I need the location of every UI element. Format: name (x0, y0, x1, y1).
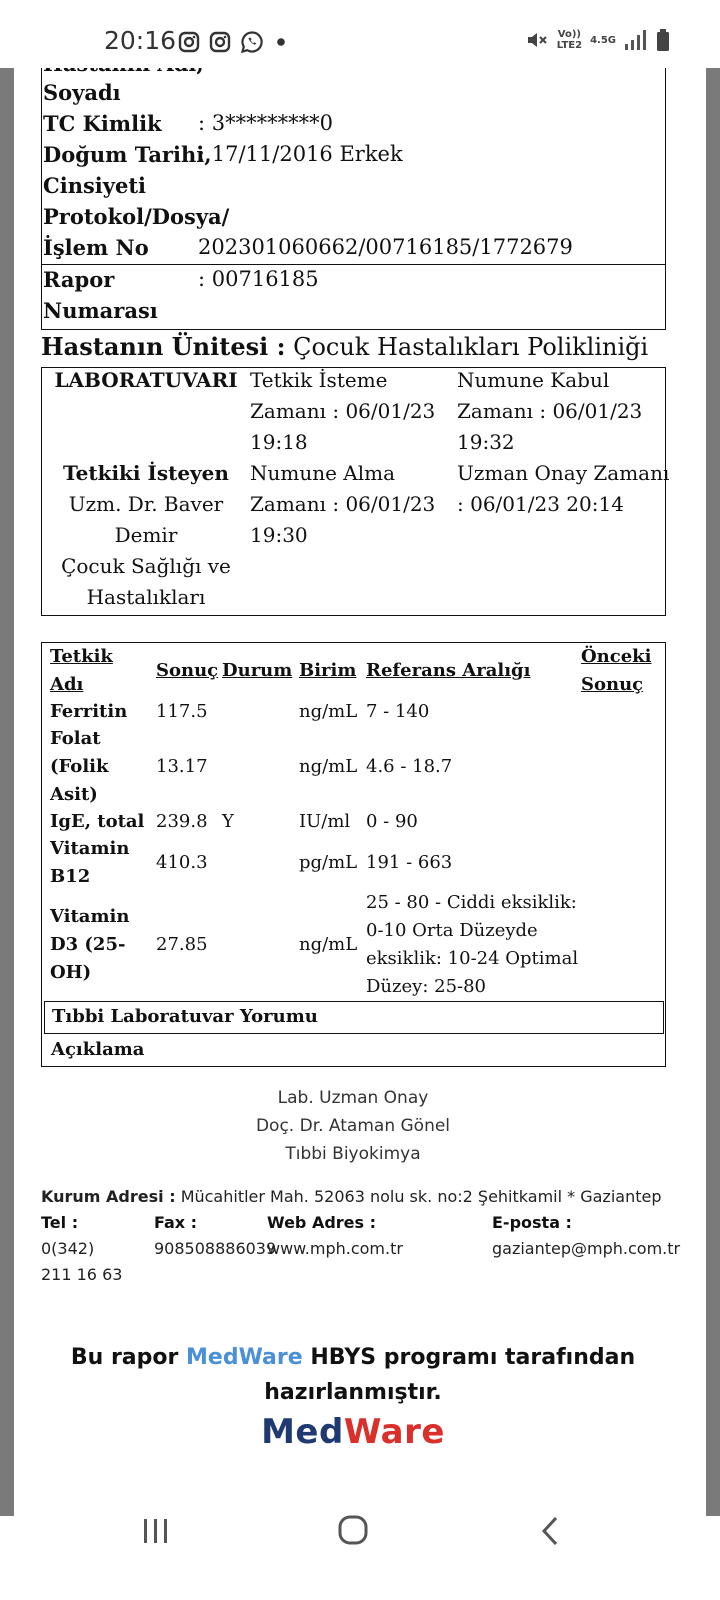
tel-value-line: 0(342) (41, 1239, 95, 1258)
row-result: 239.8 (156, 811, 208, 832)
request-time-line: Zamanı : 06/01/23 (250, 399, 436, 423)
tc-label: TC Kimlik (43, 111, 162, 136)
row-test-name-line: OH) (50, 962, 92, 983)
header-previous-line: Sonuç (581, 674, 644, 695)
tel-value-line: 211 16 63 (41, 1265, 123, 1284)
approval-time (457, 458, 669, 520)
requester-line: Çocuk Sağlığı ve (61, 554, 231, 578)
header-previous-line: Önceki (581, 646, 652, 667)
row-unit: IU/ml (299, 811, 351, 832)
row-range: 4.6 - 18.7 (366, 756, 453, 777)
recent-apps-icon[interactable] (141, 1516, 171, 1546)
footer-line-2: hazırlanmıştır. (264, 1380, 442, 1405)
row-test-name-line: Folat (50, 728, 101, 749)
requester-line: Hastalıkları (86, 585, 206, 609)
approval-time-line: Uzman Onay Zamanı (457, 461, 670, 485)
accept-time (457, 365, 642, 458)
row-result: 13.17 (156, 756, 208, 777)
row-test-name-line: B12 (50, 866, 91, 887)
navigation-bar (0, 1516, 720, 1600)
footer-text (14, 1340, 692, 1410)
explanation-label: Açıklama (51, 1039, 145, 1060)
sample-time-line: Zamanı : 06/01/23 (250, 492, 436, 516)
process-label: İşlem No (43, 235, 149, 260)
protocol-label: Protokol/Dosya/ (43, 204, 230, 229)
email-link[interactable]: gaziantep@mph.com.tr (492, 1239, 681, 1258)
tc-value: : 3*********0 (198, 111, 333, 135)
row-test-name (50, 725, 108, 809)
requester-line: Demir (114, 523, 178, 547)
row-result: 410.3 (156, 852, 208, 873)
header-range: Referans Aralığı (366, 660, 531, 681)
divider (41, 264, 666, 265)
report-page[interactable] (14, 0, 706, 1516)
battery-icon (656, 28, 670, 52)
footer-prefix: Bu rapor (70, 1345, 187, 1370)
accept-time-line: Numune Kabul (457, 368, 610, 392)
row-unit: ng/mL (299, 934, 358, 955)
footer-brand: MedWare (186, 1345, 303, 1370)
header-test-line: Adı (50, 674, 84, 695)
lab-name: LABORATUVARI (54, 368, 238, 392)
network-type: 4.5G (590, 34, 616, 46)
mute-icon (525, 28, 549, 52)
row-result: 117.5 (156, 701, 208, 722)
logo-ware: Ware (343, 1412, 445, 1452)
accept-time-line: Zamanı : 06/01/23 (457, 399, 643, 423)
left-scroll-gutter (0, 68, 14, 1516)
medware-logo (14, 1410, 692, 1454)
report-label: Rapor (43, 267, 115, 292)
address-value: Mücahitler Mah. 52063 nolu sk. no:2 Şehitkamil * Gaziantep (180, 1187, 662, 1206)
header-test-line: Tetkik (50, 646, 113, 667)
home-icon[interactable] (336, 1513, 370, 1547)
request-time-line: Tetkik İsteme (250, 368, 388, 392)
row-range-line: 0-10 Orta Düzeyde (366, 920, 538, 941)
right-scroll-gutter (706, 68, 720, 1516)
accept-time-line: 19:32 (457, 430, 515, 454)
signal-icon (624, 29, 648, 51)
header-test (50, 643, 113, 699)
row-unit: ng/mL (299, 756, 358, 777)
whatsapp-icon (240, 30, 264, 54)
surname-label: Soyadı (43, 80, 121, 105)
sex-label: Cinsiyeti (43, 173, 147, 198)
web-link[interactable]: www.mph.com.tr (267, 1239, 403, 1258)
requester (42, 458, 250, 613)
row-test-name (50, 903, 129, 987)
report-label-2: Numarası (43, 298, 158, 323)
row-test-name: Ferritin (50, 701, 128, 722)
dot-icon (273, 34, 289, 50)
row-test-name-line: Vitamin (50, 906, 130, 927)
instagram-icon (178, 31, 200, 53)
unit-line (41, 330, 648, 364)
row-range-line: eksiklik: 10-24 Optimal (366, 948, 579, 969)
row-result: 27.85 (156, 934, 208, 955)
fax-value: 908508886039 (154, 1239, 277, 1258)
dob-label: Doğum Tarihi, (43, 142, 212, 167)
dob-value: : 17/11/2016 Erkek (198, 142, 403, 166)
approval-title: Lab. Uzman Onay (277, 1088, 429, 1108)
institution-address (41, 1184, 661, 1210)
approval-doctor: Doç. Dr. Ataman Gönel (255, 1116, 451, 1136)
report-value: : 00716185 (198, 267, 319, 291)
instagram-icon (209, 31, 231, 53)
web-label: Web Adres : (267, 1213, 377, 1232)
tel-label: Tel : (41, 1213, 79, 1232)
unit-label: Hastanın Ünitesi : (41, 332, 286, 361)
status-time: 20:16 (104, 26, 177, 55)
requester-line: Uzm. Dr. Baver (68, 492, 224, 516)
header-status: Durum (222, 660, 293, 681)
unit-value: Çocuk Hastalıkları Polikliniği (293, 333, 649, 361)
request-time-line: 19:18 (250, 430, 308, 454)
row-range-line: Düzey: 25-80 (366, 976, 487, 997)
approval-department: Tıbbi Biyokimya (285, 1144, 421, 1164)
header-previous (581, 643, 652, 699)
row-range-line: 25 - 80 - Ciddi eksiklik: (366, 892, 577, 913)
row-range: 191 - 663 (366, 852, 453, 873)
logo-med: Med (261, 1412, 344, 1452)
footer-line-1 (14, 1340, 692, 1375)
row-test-name-line: Vitamin (50, 838, 130, 859)
row-unit: ng/mL (299, 701, 358, 722)
sample-time (250, 458, 435, 551)
sample-time-line: Numune Alma (250, 461, 396, 485)
volte-indicator: Vo)) LTE2 (556, 29, 583, 51)
row-range: 7 - 140 (366, 701, 430, 722)
row-test-name-line: D3 (25- (50, 934, 126, 955)
footer-suffix: HBYS programı tarafından (302, 1345, 636, 1370)
address-label: Kurum Adresi : (41, 1187, 176, 1206)
row-test-name: IgE, total (50, 811, 145, 832)
process-value: 202301060662/00716185/1772679 (198, 235, 573, 259)
row-status: Y (222, 811, 234, 832)
email-label: E-posta : (492, 1213, 572, 1232)
request-time (250, 365, 435, 458)
fax-label: Fax : (154, 1213, 198, 1232)
approval-block (14, 1084, 692, 1168)
tel-value (41, 1236, 122, 1288)
back-icon[interactable] (538, 1514, 562, 1548)
header-unit: Birim (299, 660, 357, 681)
status-bar (0, 0, 720, 68)
row-test-name-line: Asit) (50, 784, 98, 805)
sample-time-line: 19:30 (250, 523, 308, 547)
approval-time-line: : 06/01/23 20:14 (457, 492, 624, 516)
row-range (366, 889, 578, 1001)
requester-label: Tetkiki İsteyen (63, 461, 229, 485)
lab-comment-label: Tıbbi Laboratuvar Yorumu (52, 1006, 318, 1027)
row-unit: pg/mL (299, 852, 358, 873)
row-test-name (50, 835, 129, 891)
row-range: 0 - 90 (366, 811, 418, 832)
row-test-name-line: (Folik (50, 756, 109, 777)
header-result: Sonuç (156, 660, 219, 681)
